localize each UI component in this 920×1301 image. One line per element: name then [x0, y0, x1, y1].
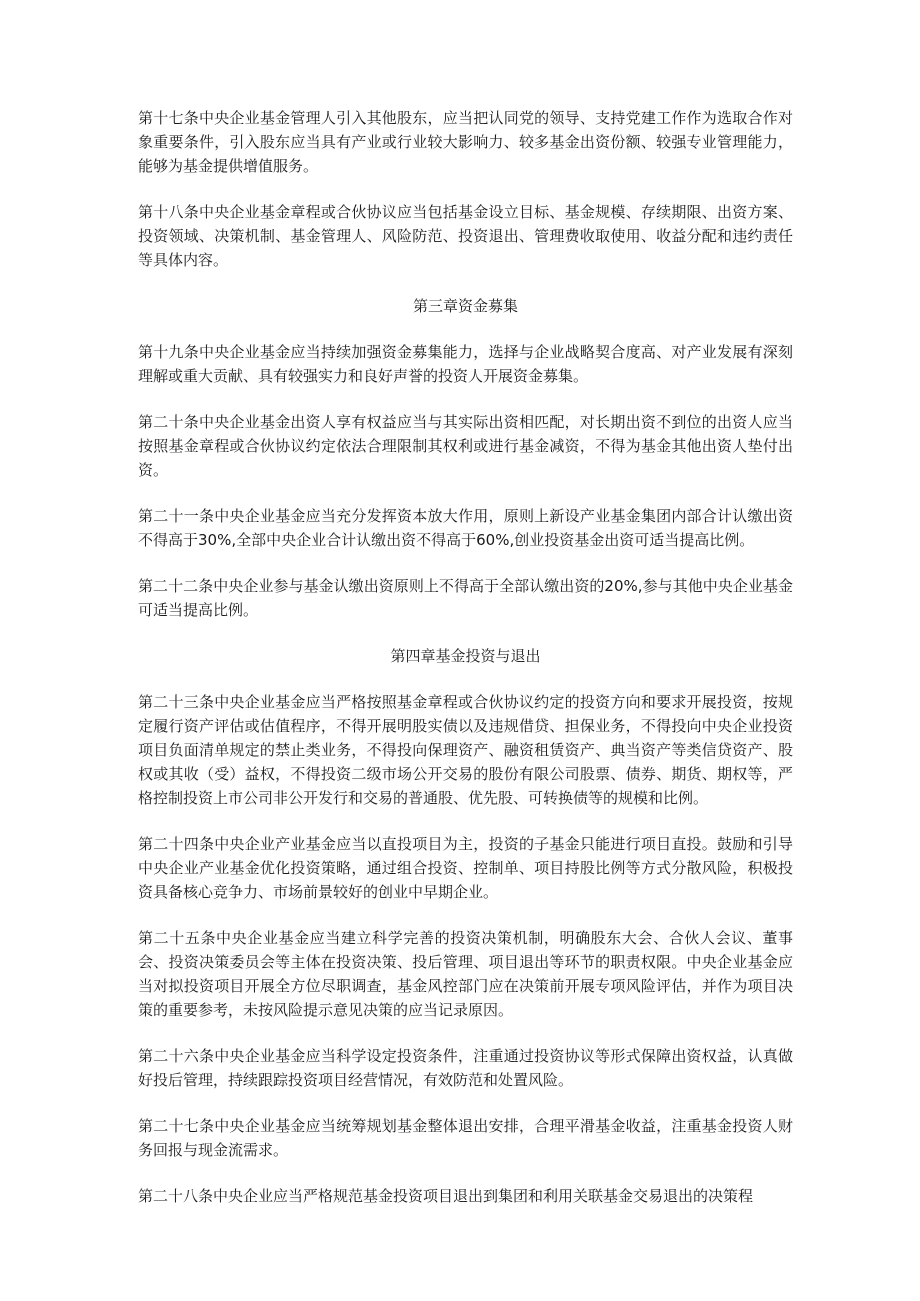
article-26: 第二十六条中央企业基金应当科学设定投资条件，注重通过投资协议等形式保障出资权益，认真做好投后管理，持续跟踪投资项目经营情况，有效防范和处置风险。 — [138, 1047, 793, 1089]
article-22: 第二十二条中央企业参与基金认缴出资原则上不得高于全部认缴出资的20%,参与其他中央企业基金可适当提高比例。 — [138, 577, 793, 619]
article-23: 第二十三条中央企业基金应当严格按照基金章程或合伙协议约定的投资方向和要求开展投资，按规定履行资产评估或估值程序，不得开展明股实债以及违规借贷、担保业务，不得投向中央企业投资项目负面清单规定的禁止类业务，不得投向保理资产、融资租赁资产、典当资产等类信贷资产、股权或其收（受）益权，不得投资二级市场公开交易的股份有限公司股票、债券、期货、期权等，严格控制投资上市公司非公开发行和交易的普通股、优先股、可转换债等的规模和比例。 — [138, 693, 793, 807]
article-27: 第二十七条中央企业基金应当统筹规划基金整体退出安排，合理平滑基金收益，注重基金投资人财务回报与现金流需求。 — [138, 1117, 793, 1159]
article-28: 第二十八条中央企业应当严格规范基金投资项目退出到集团和利用关联基金交易退出的决策程 — [138, 1187, 754, 1205]
article-21: 第二十一条中央企业基金应当充分发挥资本放大作用，原则上新设产业基金集团内部合计认缴出资不得高于30%,全部中央企业合计认缴出资不得高于60%,创业投资基金出资可适当提高比例。 — [138, 507, 793, 549]
article-18: 第十八条中央企业基金章程或合伙协议应当包括基金设立目标、基金规模、存续期限、出资方案、投资领域、决策机制、基金管理人、风险防范、投资退出、管理费收取使用、收益分配和违约责任等具体内容。 — [138, 203, 793, 269]
article-17: 第十七条中央企业基金管理人引入其他股东，应当把认同党的领导、支持党建工作作为选取合作对象重要条件，引入股东应当具有产业或行业较大影响力、较多基金出资份额、较强专业管理能力，能够为基金提供增值服务。 — [138, 109, 793, 175]
chapter-3-heading: 第三章资金募集 — [412, 297, 518, 315]
chapter-4-heading: 第四章基金投资与退出 — [390, 647, 541, 665]
article-24: 第二十四条中央企业产业基金应当以直投项目为主，投资的子基金只能进行项目直投。鼓励和引导中央企业产业基金优化投资策略，通过组合投资、控制单、项目持股比例等方式分散风险，积极投资具备核心竞争力、市场前景较好的创业中早期企业。 — [138, 835, 793, 901]
article-19: 第十九条中央企业基金应当持续加强资金募集能力，选择与企业战略契合度高、对产业发展有深刻理解或重大贡献、具有较强实力和良好声誉的投资人开展资金募集。 — [138, 343, 793, 385]
article-20: 第二十条中央企业基金出资人享有权益应当与其实际出资相匹配，对长期出资不到位的出资人应当按照基金章程或合伙协议约定依法合理限制其权利或进行基金减资，不得为基金其他出资人垫付出资。 — [138, 413, 793, 479]
document-page — [138, 106, 793, 1230]
article-25: 第二十五条中央企业基金应当建立科学完善的投资决策机制，明确股东大会、合伙人会议、董事会、投资决策委员会等主体在投资决策、投后管理、项目退出等环节的职责权限。中央企业基金应当对拟投资项目开展全方位尽职调查，基金风控部门应在决策前开展专项风险评估，并作为项目决策的重要参考，未按风险提示意见决策的应当记录原因。 — [138, 929, 793, 1019]
